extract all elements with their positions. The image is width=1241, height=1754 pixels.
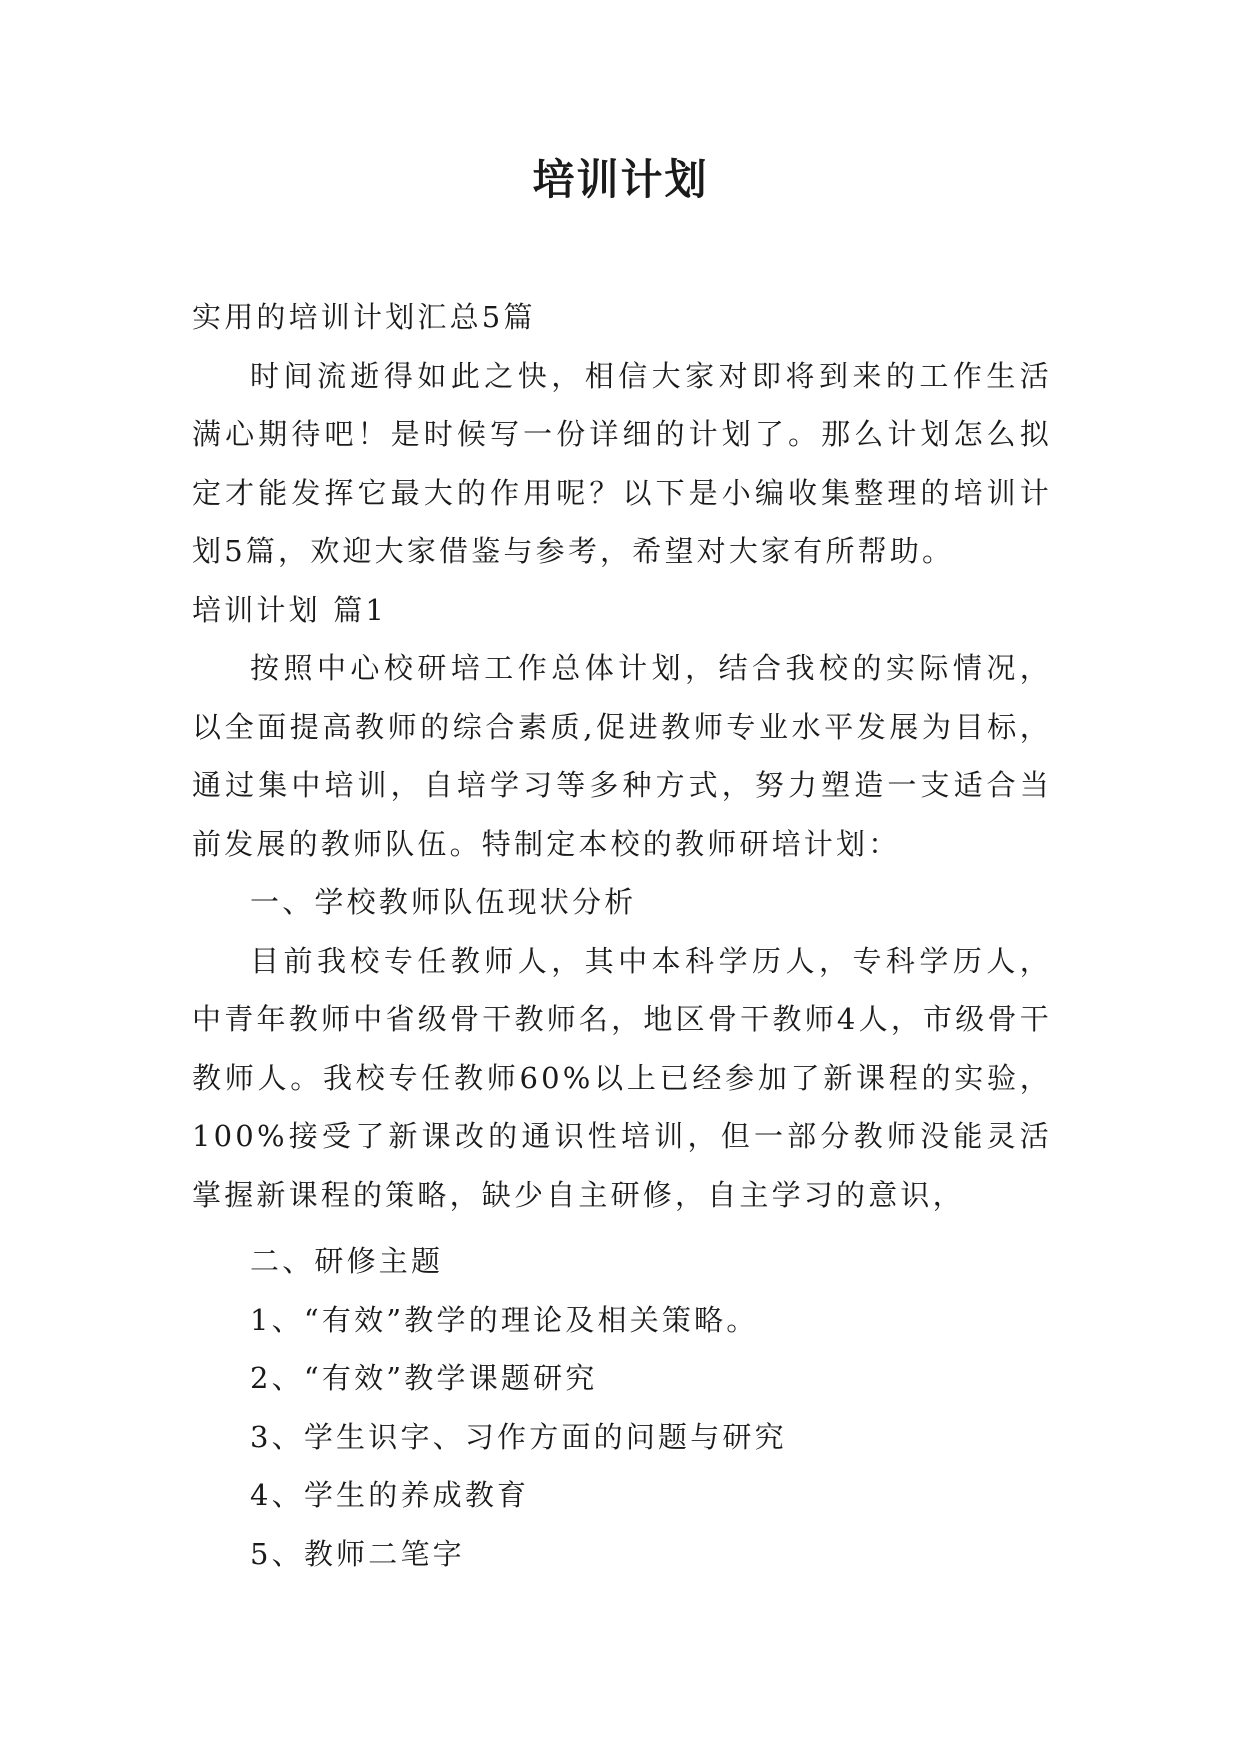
status-analysis-paragraph: 目前我校专任教师人，其中本科学历人，专科学历人，中青年教师中省级骨干教师名，地区骨干教师4人，市级骨干教师人。我校专任教师60%以上已经参加了新课程的实验，100%接受了新课改的通识性培训，但一部分教师没能灵活掌握新课程的策略，缺少自主研修，自主学习的意识，	[192, 943, 1052, 1212]
heading-status-analysis: 一、学校教师队伍现状分析	[250, 885, 637, 919]
topic-item-2: 2、“有效”教学课题研究	[250, 1361, 598, 1395]
subtitle-line: 实用的培训计划汇总5篇	[192, 300, 536, 334]
topic-item-1: 1、“有效”教学的理论及相关策略。	[250, 1302, 759, 1337]
topic-item-4: 4、学生的养成教育	[250, 1478, 530, 1512]
heading-research-topics: 二、研修主题	[250, 1244, 444, 1278]
document-title: 培训计划	[532, 155, 709, 204]
plan-overview-paragraph: 按照中心校研培工作总体计划，结合我校的实际情况，以全面提高教师的综合素质,促进教师专业水平发展为目标，通过集中培训，自培学习等多种方式，努力塑造一支适合当前发展的教师队伍。特制定本校的教师研培计划：	[192, 651, 1052, 861]
document-body	[192, 288, 1052, 1583]
topic-item-5: 5、教师二笔字	[250, 1536, 465, 1571]
topic-item-3: 3、学生识字、习作方面的问题与研究	[250, 1419, 787, 1454]
section-heading-part-1: 培训计划 篇1	[192, 592, 388, 627]
intro-paragraph: 时间流逝得如此之快，相信大家对即将到来的工作生活满心期待吧！是时候写一份详细的计划了。那么计划怎么拟定才能发挥它最大的作用呢？以下是小编收集整理的培训计划5篇，欢迎大家借鉴与参考，希望对大家有所帮助。	[192, 358, 1052, 568]
